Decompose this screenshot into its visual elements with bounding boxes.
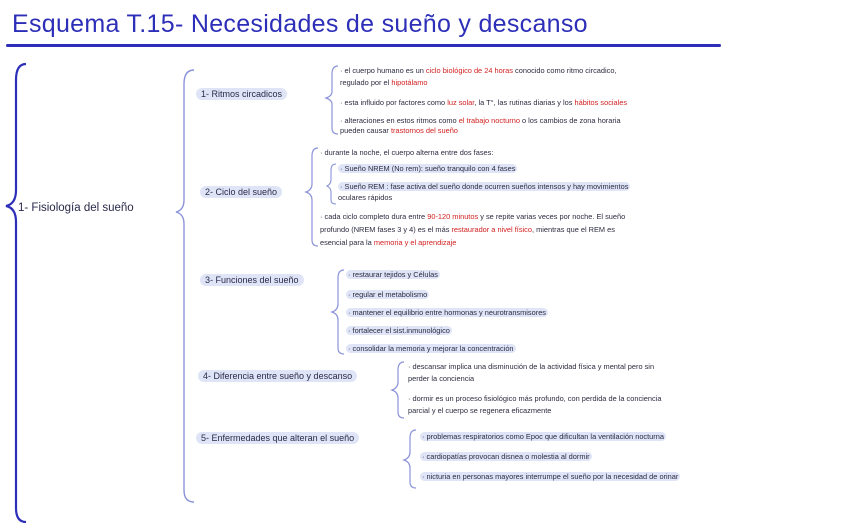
enfermedades-item-2: · nicturia en personas mayores interrumpe el sueño por la necesidad de orinar [422,472,679,481]
diferencia-item-3: parcial y el cuerpo se regenera eficazmente [408,406,552,415]
ciclo-item-5: profundo (NREM fases 3 y 4) es el más restaurador a nivel físico, mientras que el REM es [320,225,615,234]
ritmos-item-2: · esta influido por factores como luz solar, la T°, las rutinas diarias y los hábitos sociales [340,98,628,107]
ciclo-item-2: · Sueño REM : fase activa del sueño donde ocurren sueños intensos y hay movimientos [340,182,629,191]
diferencia-item-2: · dormir es un proceso fisiológico más profundo, con perdida de la conciencia [408,394,662,403]
ritmos-item-0: · el cuerpo humano es un ciclo biológico de 24 horas conocido como ritmo circadico, [340,66,617,75]
ciclo-item-4: · cada ciclo completo dura entre 90-120 minutos y se repite varias veces por noche. El sueño [320,212,626,221]
funciones-item-3: · fortalecer el sist.inmunológico [348,326,450,335]
section-enfermedades: 5- Enfermedades que alteran el sueño [196,432,359,444]
section-funciones: 3- Funciones del sueño [200,274,304,286]
ritmos-item-3: · alteraciones en estos ritmos como el trabajo nocturno o los cambios de zona horaria [340,116,621,125]
funciones-item-2: · mantener el equilibrio entre hormonas y neurotransmisores [348,308,546,317]
ritmos-item-4: pueden causar trastornos del sueño [340,126,458,135]
enfermedades-item-1: · cardiopatías provocan disnea o molestia al dormir [422,452,590,461]
ritmos-item-1: regulado por el hipotálamo [340,78,428,87]
main-topic: 1- Fisiología del sueño [18,202,134,214]
page-title: Esquema T.15- Necesidades de sueño y descanso [12,10,588,38]
section-diferencia: 4- Diferencia entre sueño y descanso [198,370,357,382]
ciclo-item-3: oculares rápidos [338,193,393,202]
section-ritmos: 1- Ritmos circadicos [196,88,287,100]
funciones-item-4: · consolidar la memoria y mejorar la concentración [348,344,514,353]
enfermedades-item-0: · problemas respiratorios como Epoc que dificultan la ventilación nocturna [422,432,664,441]
funciones-item-1: · regular el metabolismo [348,290,428,299]
diferencia-item-1: perder la conciencia [408,374,475,383]
diferencia-item-0: · descansar implica una disminución de la actividad física y mental pero sin [408,362,655,371]
section-ciclo: 2- Ciclo del sueño [200,186,282,198]
funciones-item-0: · restaurar tejidos y Células [348,270,438,279]
ciclo-item-1: · Sueño NREM (No rem): sueño tranquilo con 4 fases [340,164,516,173]
ciclo-item-0: · durante la noche, el cuerpo alterna entre dos fases: [320,148,494,157]
ciclo-item-6: esencial para la memoria y el aprendizaje [320,238,457,247]
